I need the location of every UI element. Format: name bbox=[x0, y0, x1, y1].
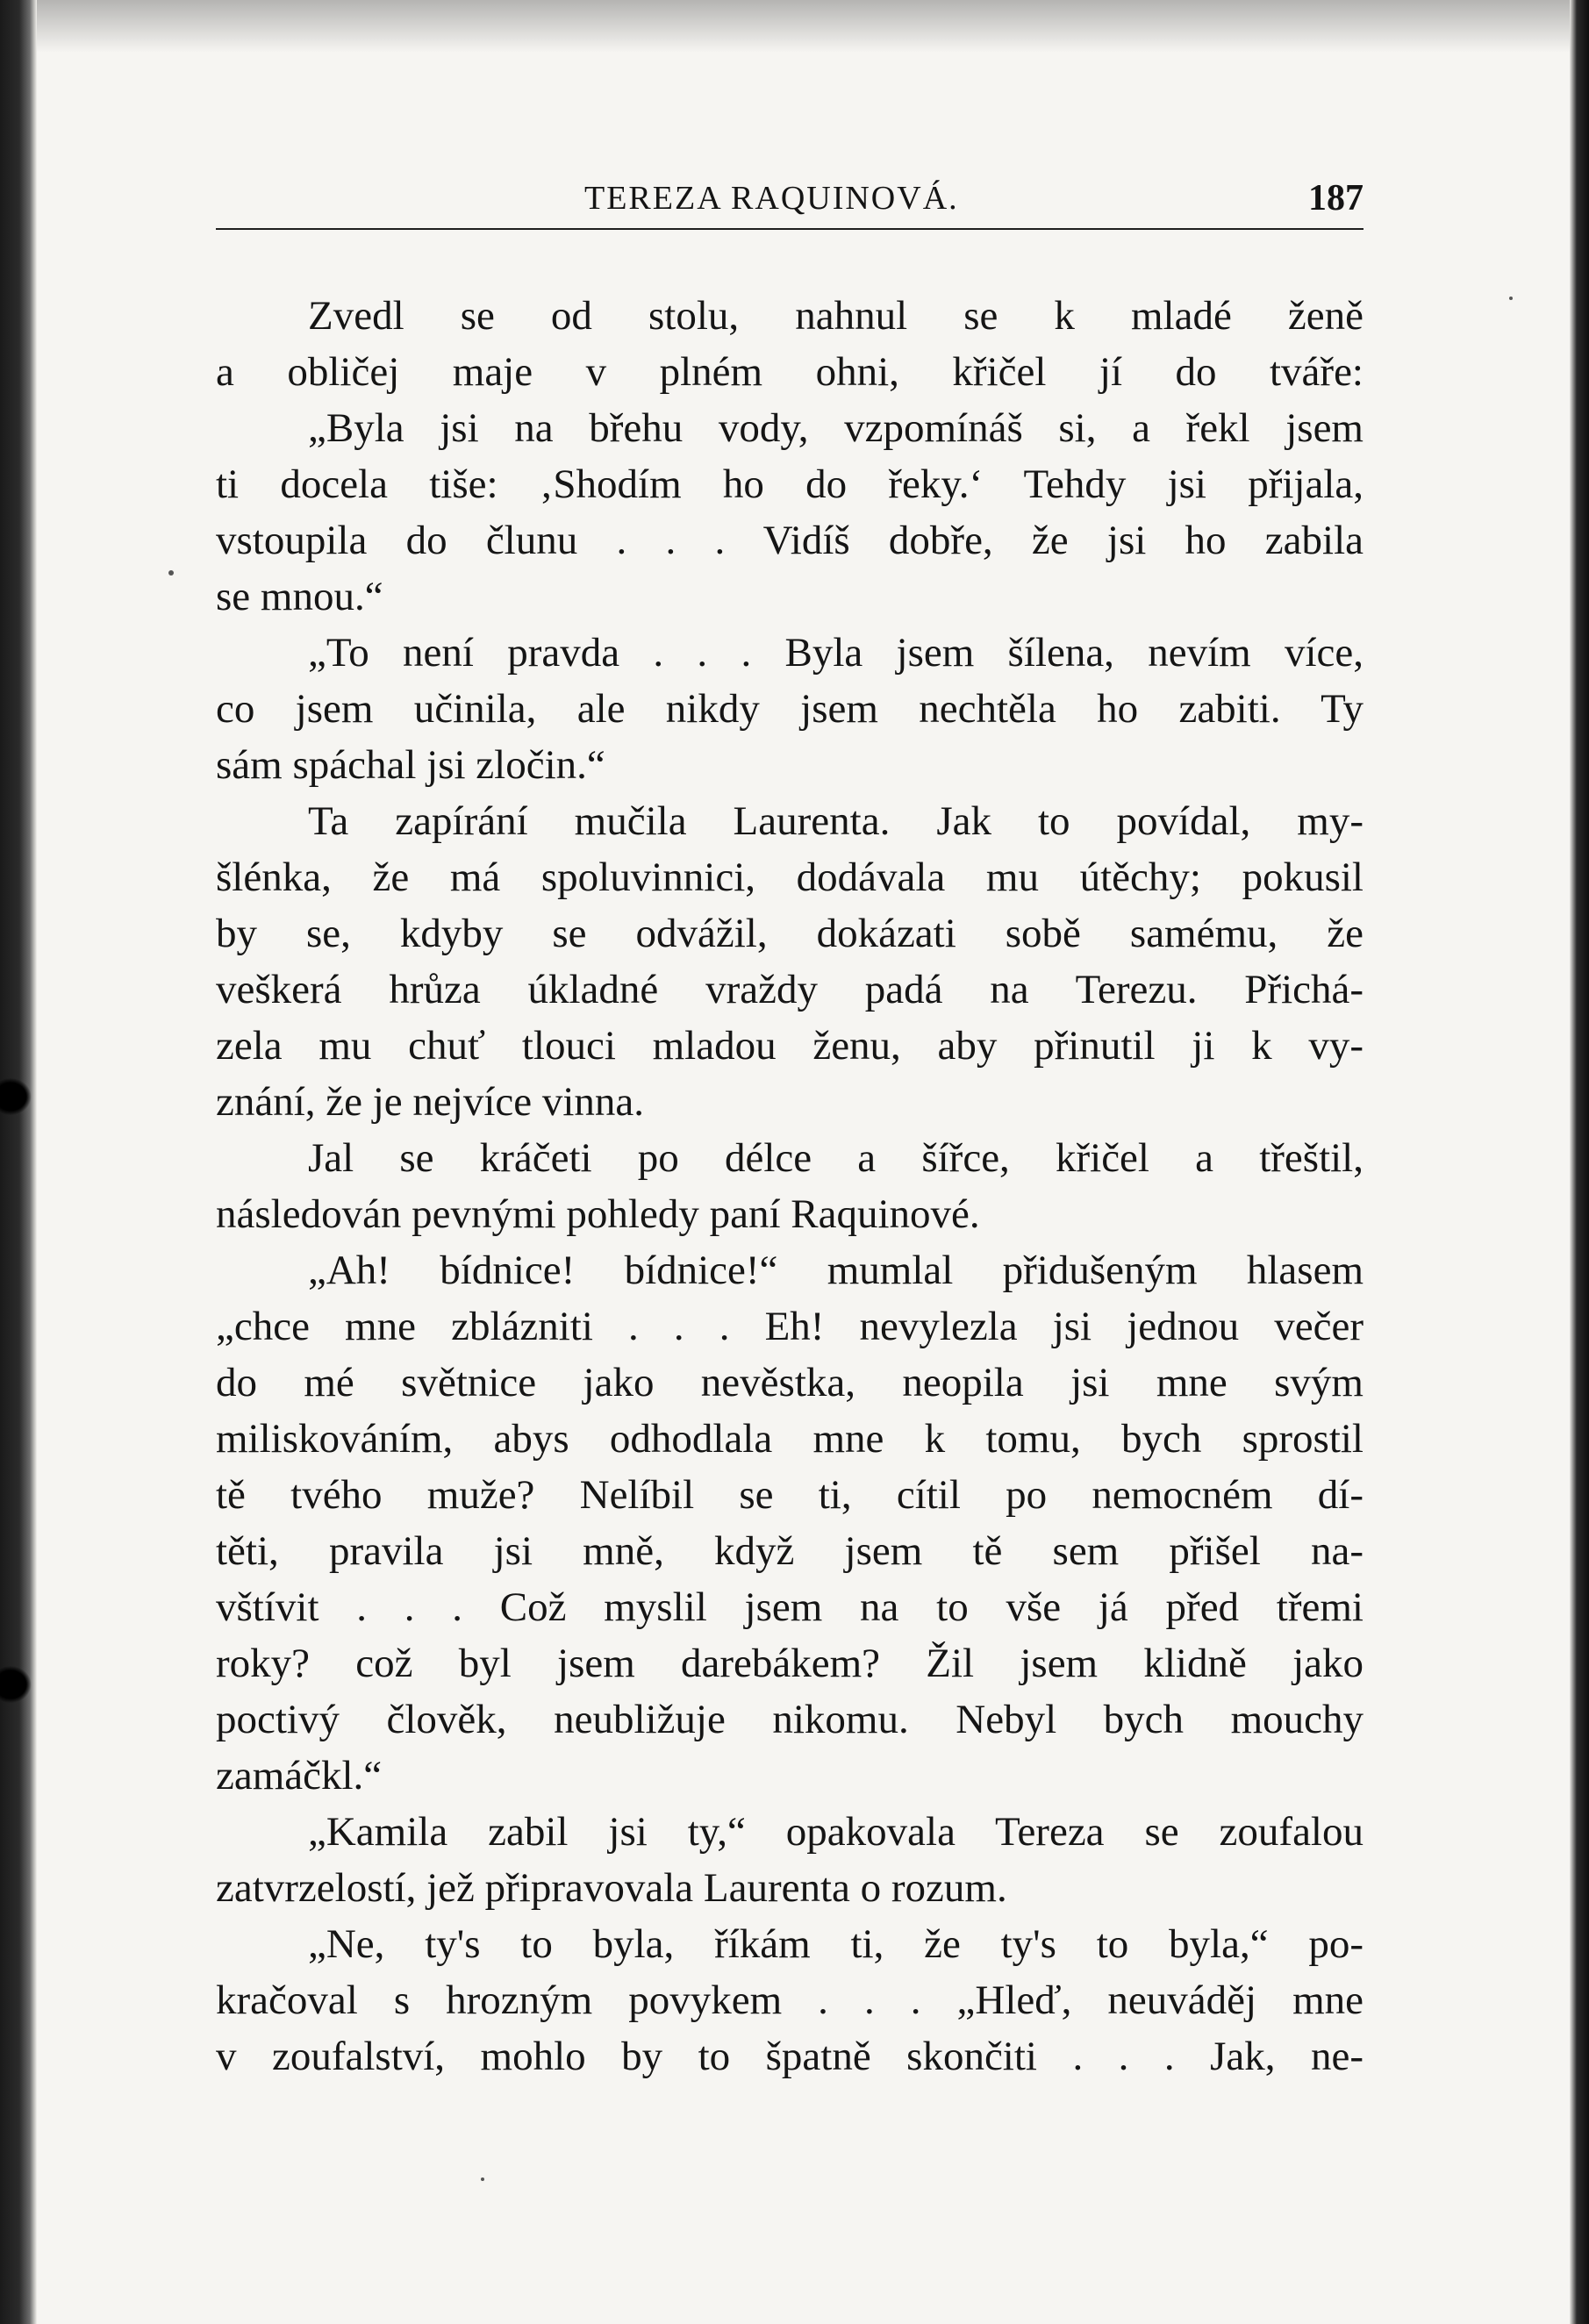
scan-speck bbox=[481, 2177, 484, 2181]
text-line: co jsem učinila, ale nikdy jsem nechtěla ho zabiti. Ty bbox=[216, 686, 1364, 732]
top-scan-shadow bbox=[0, 0, 1589, 53]
text-line: „Ah! bídnice! bídnice!“ mumlal přidušeným hlasem bbox=[308, 1248, 1364, 1293]
text-line: zamáčkl.“ bbox=[216, 1753, 383, 1798]
text-line: poctivý člověk, neubližuje nikomu. Nebyl bych mouchy bbox=[216, 1697, 1364, 1742]
text-line: následován pevnými pohledy paní Raquinové. bbox=[216, 1191, 980, 1237]
text-line: miliskováním, abys odhodlala mne k tomu, bych sprostil bbox=[216, 1416, 1364, 1462]
text-line: roky? což byl jsem darebákem? Žil jsem klidně jako bbox=[216, 1641, 1364, 1686]
text-line: „Kamila zabil jsi ty,“ opakovala Tereza se zoufalou bbox=[308, 1809, 1364, 1855]
text-line: Zvedl se od stolu, nahnul se k mladé ženě bbox=[308, 293, 1364, 339]
text-line: „Ne, ty's to byla, říkám ti, že ty's to byla,“ po- bbox=[308, 1921, 1364, 1967]
body-text bbox=[216, 288, 1364, 2084]
text-line: se mnou.“ bbox=[216, 574, 383, 619]
text-line: do mé světnice jako nevěstka, neopila jsi mne svým bbox=[216, 1360, 1364, 1405]
text-line: Ta zapírání mučila Laurenta. Jak to povídal, my- bbox=[308, 798, 1364, 844]
text-line: v zoufalství, mohlo by to špatně skončiti . . . Jak, ne- bbox=[216, 2034, 1364, 2079]
text-line: by se, kdyby se odvážil, dokázati sobě samému, že bbox=[216, 911, 1364, 956]
text-line: zela mu chuť tlouci mladou ženu, aby přinutil ji k vy- bbox=[216, 1023, 1364, 1069]
scan-speck bbox=[1509, 297, 1513, 300]
running-header bbox=[216, 174, 1364, 230]
text-line: „chce mne zblázniti . . . Eh! nevylezla jsi jednou večer bbox=[216, 1304, 1364, 1349]
text-line: a obličej maje v plném ohni, křičel jí do tváře: bbox=[216, 349, 1364, 395]
text-line: vstoupila do člunu . . . Vidíš dobře, že jsi ho zabila bbox=[216, 518, 1364, 563]
text-line: Jal se kráčeti po délce a šířce, křičel a třeštil, bbox=[308, 1135, 1364, 1181]
text-line: tě tvého muže? Nelíbil se ti, cítil po nemocném dí- bbox=[216, 1472, 1364, 1518]
text-line: vštívit . . . Což myslil jsem na to vše já před třemi bbox=[216, 1584, 1364, 1630]
text-line: ti docela tiše: ‚Shodím ho do řeky.‘ Tehdy jsi přijala, bbox=[216, 461, 1364, 507]
text-line: sám spáchal jsi zločin.“ bbox=[216, 742, 605, 788]
scan-speck bbox=[168, 570, 174, 576]
text-line: „To není pravda . . . Byla jsem šílena, nevím více, bbox=[308, 630, 1364, 676]
text-line: kračoval s hrozným povykem . . . „Hleď, neuváděj mne bbox=[216, 1977, 1364, 2023]
binding-edge bbox=[0, 0, 37, 2324]
right-page-edge bbox=[1570, 0, 1589, 2324]
spine-mark bbox=[0, 1075, 35, 1119]
running-title: TEREZA RAQUINOVÁ. bbox=[584, 180, 959, 217]
spine-mark bbox=[0, 1663, 35, 1706]
text-line: znání, že je nejvíce vinna. bbox=[216, 1079, 645, 1125]
page-number: 187 bbox=[1308, 178, 1364, 218]
text-line: zatvrzelostí, jež připravovala Laurenta o rozum. bbox=[216, 1865, 1007, 1911]
text-line: veškerá hrůza úkladné vraždy padá na Terezu. Přichá- bbox=[216, 967, 1364, 1012]
text-line: šlénka, že má spoluvinnici, dodávala mu útěchy; pokusil bbox=[216, 855, 1364, 900]
text-line: „Byla jsi na břehu vody, vzpomínáš si, a řekl jsem bbox=[308, 405, 1364, 451]
text-line: těti, pravila jsi mně, když jsem tě sem přišel na- bbox=[216, 1528, 1364, 1574]
